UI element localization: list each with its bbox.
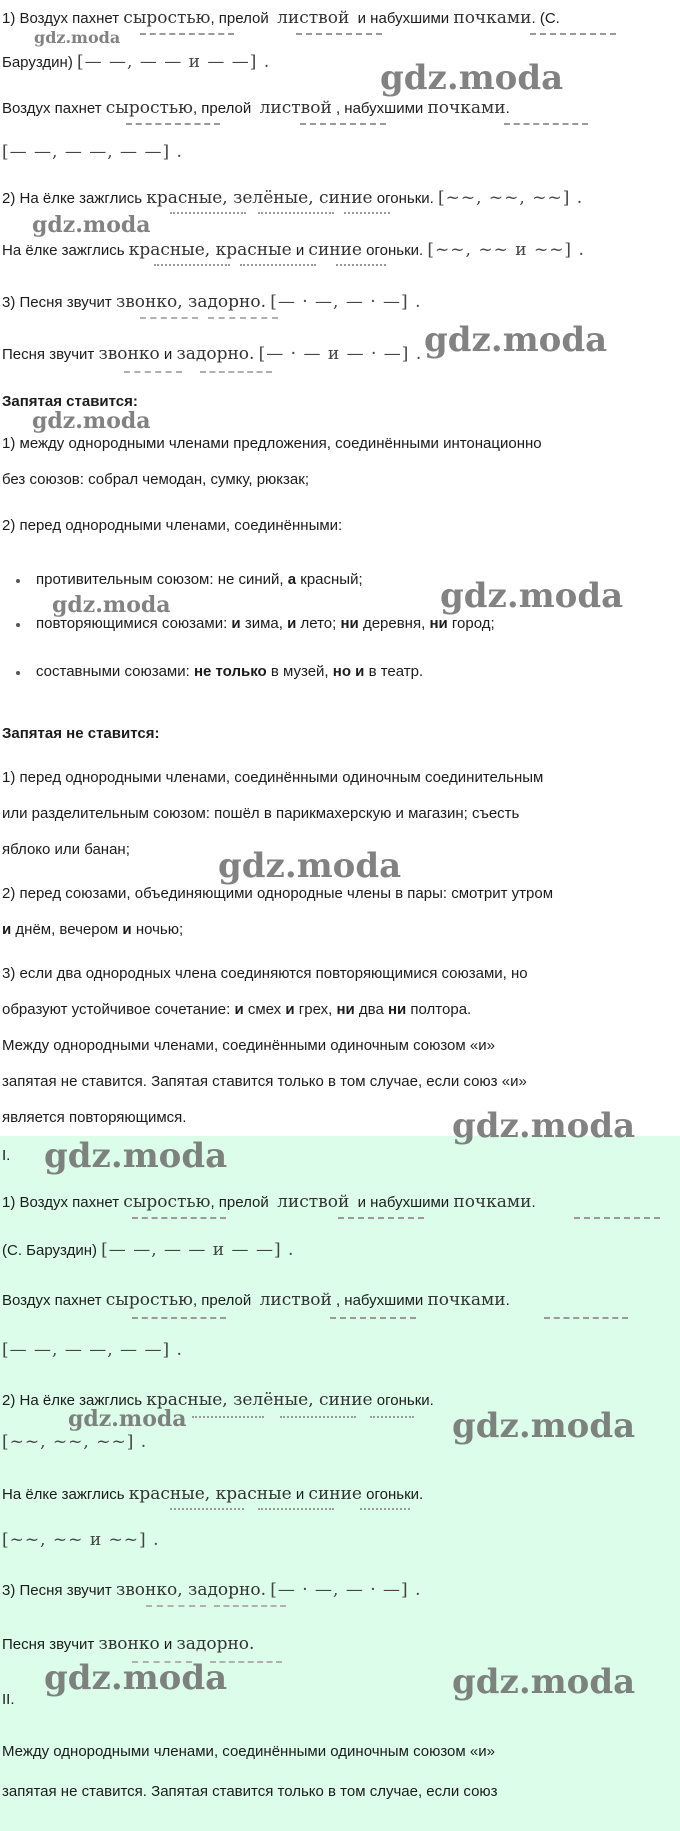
wavy-underline bbox=[360, 1502, 410, 1510]
underline-mark bbox=[530, 30, 616, 35]
sentence-scheme: [— · —, — · —] . bbox=[270, 292, 422, 312]
text: . bbox=[505, 100, 510, 117]
rule-text: или разделительным союзом: пошёл в парикмахерскую и магазин; съесть bbox=[2, 805, 520, 822]
rule-text: 2) перед однородными членами, соединёнными: bbox=[2, 517, 343, 534]
handwritten-words: красные, зелёные, синие bbox=[146, 188, 373, 208]
watermark: gdz.moda bbox=[44, 1136, 228, 1176]
text: Песня звучит bbox=[2, 346, 95, 363]
section-marker-ii: II. bbox=[2, 1691, 15, 1708]
underline-mark bbox=[126, 120, 220, 125]
text: 1) Воздух пахнет bbox=[2, 10, 120, 27]
wavy-underline bbox=[170, 1502, 244, 1510]
watermark: gdz.moda bbox=[452, 1106, 636, 1146]
bold-text: но и bbox=[332, 663, 365, 680]
wavy-underline bbox=[258, 1502, 334, 1510]
wavy-underline bbox=[258, 206, 334, 214]
text: в музей, bbox=[270, 663, 329, 680]
text: На ёлке зажглись bbox=[2, 1486, 125, 1503]
rule-text: 1) между однородными членами предложения, соединёнными интонационно bbox=[2, 435, 542, 452]
underline-mark bbox=[296, 30, 382, 35]
wavy-underline bbox=[336, 258, 386, 266]
handwritten-words: красные, красные bbox=[128, 1484, 292, 1504]
bullet-item bbox=[16, 614, 495, 634]
text: смех bbox=[247, 1001, 282, 1018]
text: и набухшими bbox=[357, 1194, 450, 1211]
handwritten-word: листвой bbox=[277, 8, 350, 28]
handwritten-word: почками bbox=[427, 98, 506, 118]
wavy-underline bbox=[240, 258, 316, 266]
dash-dot-underline bbox=[124, 368, 182, 373]
answer-sentence-3 bbox=[2, 1580, 422, 1601]
rule-text bbox=[2, 920, 183, 940]
text: образуют устойчивое сочетание: bbox=[2, 1001, 231, 1018]
handwritten-word: задорно. bbox=[176, 344, 255, 364]
text: и bbox=[295, 1486, 305, 1503]
text: 3) Песня звучит bbox=[2, 1582, 112, 1599]
text: огоньки. bbox=[366, 1486, 424, 1503]
answer-scheme-line bbox=[2, 1432, 147, 1453]
handwritten-word: сыростью bbox=[105, 98, 193, 118]
sentence-scheme: [— —, — —, — —] . bbox=[2, 142, 183, 162]
text: огоньки. bbox=[376, 1392, 434, 1409]
handwritten-words: звонко, задорно. bbox=[115, 292, 267, 312]
rule-text: яблоко или банан; bbox=[2, 841, 130, 858]
text: полтора. bbox=[410, 1001, 472, 1018]
sentence-scheme: [— · —, — · —] . bbox=[270, 1580, 422, 1600]
underline-mark bbox=[338, 1214, 424, 1219]
handwritten-word: почками bbox=[453, 8, 532, 28]
text: огоньки. bbox=[366, 242, 424, 259]
text: повторяющимися союзами: bbox=[36, 615, 228, 632]
rule-text: 3) если два однородных члена соединяются повторяющимися союзами, но bbox=[2, 965, 528, 982]
sentence-scheme: [— · — и — · —] . bbox=[258, 344, 423, 364]
text: и bbox=[163, 346, 173, 363]
bold-text: ни bbox=[387, 1001, 407, 1018]
wavy-underline bbox=[280, 1410, 356, 1418]
watermark: gdz.moda bbox=[424, 320, 608, 360]
sentence-scheme: [— —, — — и — —] . bbox=[77, 52, 271, 72]
dash-dot-underline bbox=[214, 1602, 286, 1607]
sentence-scheme: [~~, ~~, ~~] . bbox=[2, 1432, 148, 1452]
underline-mark bbox=[574, 1214, 660, 1219]
dash-dot-underline bbox=[200, 368, 272, 373]
text: , набухшими bbox=[335, 1292, 424, 1309]
watermark: gdz.moda bbox=[452, 1662, 636, 1702]
text: в театр. bbox=[368, 663, 424, 680]
text: город; bbox=[451, 615, 495, 632]
handwritten-word: почками bbox=[453, 1192, 532, 1212]
dash-dot-underline bbox=[132, 1658, 192, 1663]
conclusion-text: запятая не ставится. Запятая ставится только в том случае, если союз «и» bbox=[2, 1073, 527, 1090]
sentence-3 bbox=[2, 292, 422, 313]
handwritten-word: звонко bbox=[98, 344, 160, 364]
answer-sentence-2 bbox=[2, 1390, 434, 1411]
sentence-1-author bbox=[2, 52, 270, 73]
handwritten-words: красные, красные bbox=[128, 240, 292, 260]
sentence-1-rewritten bbox=[2, 98, 510, 119]
watermark: gdz.moda bbox=[380, 58, 564, 98]
wavy-underline bbox=[344, 206, 390, 214]
handwritten-word: листвой bbox=[277, 1192, 350, 1212]
wavy-underline bbox=[370, 1410, 414, 1418]
text: , прелой bbox=[210, 10, 269, 27]
watermark: gdz.moda bbox=[218, 846, 402, 886]
text: противительным союзом: не синий, bbox=[36, 571, 284, 588]
underline-mark bbox=[300, 120, 386, 125]
bullet-item bbox=[16, 570, 363, 590]
watermark: gdz.moda bbox=[52, 592, 171, 618]
sentence-scheme: [~~, ~~, ~~] . bbox=[437, 188, 584, 208]
text: На ёлке зажглись bbox=[2, 242, 125, 259]
watermark: gdz.moda bbox=[44, 1658, 228, 1698]
rules-heading-comma: Запятая ставится: bbox=[2, 393, 138, 410]
dash-dot-underline bbox=[210, 1658, 282, 1663]
bold-text: и bbox=[287, 615, 297, 632]
text: ночью; bbox=[135, 921, 184, 938]
handwritten-word: синие bbox=[308, 1484, 362, 1504]
sentence-scheme: [— —, — — и — —] . bbox=[101, 1240, 295, 1260]
conclusion-text: является повторяющимся. bbox=[2, 1109, 187, 1126]
bullet-item bbox=[16, 662, 423, 682]
answer-conclusion: запятая не ставится. Запятая ставится только в том случае, если союз bbox=[2, 1783, 498, 1800]
text: . bbox=[505, 1292, 510, 1309]
text: Песня звучит bbox=[2, 1636, 95, 1653]
answer-sentence-1-author bbox=[2, 1240, 294, 1261]
watermark: gdz.moda bbox=[452, 1406, 636, 1446]
handwritten-word: задорно. bbox=[176, 1634, 255, 1654]
rule-text: 2) перед союзами, объединяющими однородные члены в пары: смотрит утром bbox=[2, 885, 554, 902]
sentence-scheme: [~~, ~~ и ~~] . bbox=[2, 1530, 160, 1550]
sentence-3-rewritten bbox=[2, 344, 422, 365]
text: и набухшими bbox=[357, 10, 450, 27]
answer-sentence-3-rewritten bbox=[2, 1634, 254, 1655]
bold-text: ни bbox=[429, 615, 448, 632]
text: красный; bbox=[300, 571, 363, 588]
text: грех, bbox=[298, 1001, 333, 1018]
underline-mark bbox=[504, 120, 588, 125]
text: , прелой bbox=[210, 1194, 269, 1211]
dash-dot-underline bbox=[146, 1602, 206, 1607]
wavy-underline bbox=[192, 1410, 264, 1418]
wavy-underline bbox=[170, 206, 246, 214]
rules-heading-no-comma: Запятая не ставится: bbox=[2, 725, 160, 742]
sentence-1 bbox=[2, 8, 560, 29]
text: и bbox=[163, 1636, 173, 1653]
section-marker-i: I. bbox=[2, 1147, 11, 1164]
rule-text: без союзов: собрал чемодан, сумку, рюкзак; bbox=[2, 471, 309, 488]
bold-text: а bbox=[287, 571, 297, 588]
watermark: gdz.moda bbox=[32, 212, 151, 238]
text: . bbox=[531, 1194, 536, 1211]
handwritten-word: сыростью bbox=[123, 8, 211, 28]
handwritten-word: листвой bbox=[259, 1290, 332, 1310]
text: и bbox=[295, 242, 305, 259]
dash-dot-underline bbox=[140, 314, 198, 319]
handwritten-word: почками bbox=[427, 1290, 506, 1310]
watermark: gdz.moda bbox=[34, 28, 121, 47]
bold-text: ни bbox=[340, 615, 359, 632]
text: зима, bbox=[244, 615, 283, 632]
text: днём, вечером bbox=[15, 921, 119, 938]
handwritten-words: звонко, задорно. bbox=[115, 1580, 267, 1600]
text: , прелой bbox=[192, 1292, 252, 1309]
underline-mark bbox=[132, 1314, 226, 1319]
wavy-underline bbox=[154, 258, 230, 266]
text: , набухшими bbox=[335, 100, 424, 117]
underline-mark bbox=[140, 30, 234, 35]
text: 2) На ёлке зажглись bbox=[2, 1392, 143, 1409]
handwritten-word: сыростью bbox=[123, 1192, 211, 1212]
watermark: gdz.moda bbox=[68, 1406, 187, 1432]
rule-text: 1) перед однородными членами, соединёнными одиночным соединительным bbox=[2, 769, 544, 786]
text: (С. Баруздин) bbox=[2, 1242, 97, 1259]
answer-sentence-1 bbox=[2, 1192, 536, 1213]
answer-sentence-1-rewritten bbox=[2, 1290, 510, 1311]
text: . (С. bbox=[531, 10, 560, 27]
bold-text: и bbox=[122, 921, 132, 938]
handwritten-words: красные, зелёные, синие bbox=[146, 1390, 373, 1410]
text: Баруздин) bbox=[2, 54, 73, 71]
bold-text: ни bbox=[336, 1001, 355, 1018]
text: лето; bbox=[300, 615, 337, 632]
answer-scheme-line bbox=[2, 1340, 183, 1361]
rule-text bbox=[2, 1000, 471, 1020]
conclusion-text: Между однородными членами, соединёнными одиночным союзом «и» bbox=[2, 1037, 495, 1054]
handwritten-word: листвой bbox=[259, 98, 332, 118]
text: составными союзами: bbox=[36, 663, 190, 680]
text: 2) На ёлке зажглись bbox=[2, 190, 143, 207]
answer-scheme-line bbox=[2, 1530, 159, 1551]
handwritten-word: синие bbox=[308, 240, 362, 260]
bold-text: и bbox=[285, 1001, 295, 1018]
watermark: gdz.moda bbox=[440, 576, 624, 616]
watermark: gdz.moda bbox=[32, 408, 151, 434]
text: 3) Песня звучит bbox=[2, 294, 112, 311]
text: Воздух пахнет bbox=[2, 100, 102, 117]
dash-dot-underline bbox=[208, 314, 278, 319]
underline-mark bbox=[330, 1314, 416, 1319]
text: Воздух пахнет bbox=[2, 1292, 102, 1309]
text: , прелой bbox=[192, 100, 252, 117]
handwritten-word: звонко bbox=[98, 1634, 160, 1654]
text: два bbox=[358, 1001, 384, 1018]
answer-conclusion: Между однородными членами, соединёнными одиночным союзом «и» bbox=[2, 1743, 495, 1760]
bold-text: не только bbox=[193, 663, 267, 680]
handwritten-word: сыростью bbox=[105, 1290, 193, 1310]
underline-mark bbox=[132, 1214, 226, 1219]
scheme-line bbox=[2, 142, 183, 163]
text: 1) Воздух пахнет bbox=[2, 1194, 120, 1211]
sentence-scheme: [— —, — —, — —] . bbox=[2, 1340, 183, 1360]
bold-text: и bbox=[2, 921, 12, 938]
underline-mark bbox=[544, 1314, 628, 1319]
bold-text: и bbox=[231, 615, 241, 632]
sentence-scheme: [~~, ~~ и ~~] . bbox=[427, 240, 585, 260]
bold-text: и bbox=[234, 1001, 244, 1018]
text: деревня, bbox=[362, 615, 426, 632]
text: огоньки. bbox=[376, 190, 434, 207]
